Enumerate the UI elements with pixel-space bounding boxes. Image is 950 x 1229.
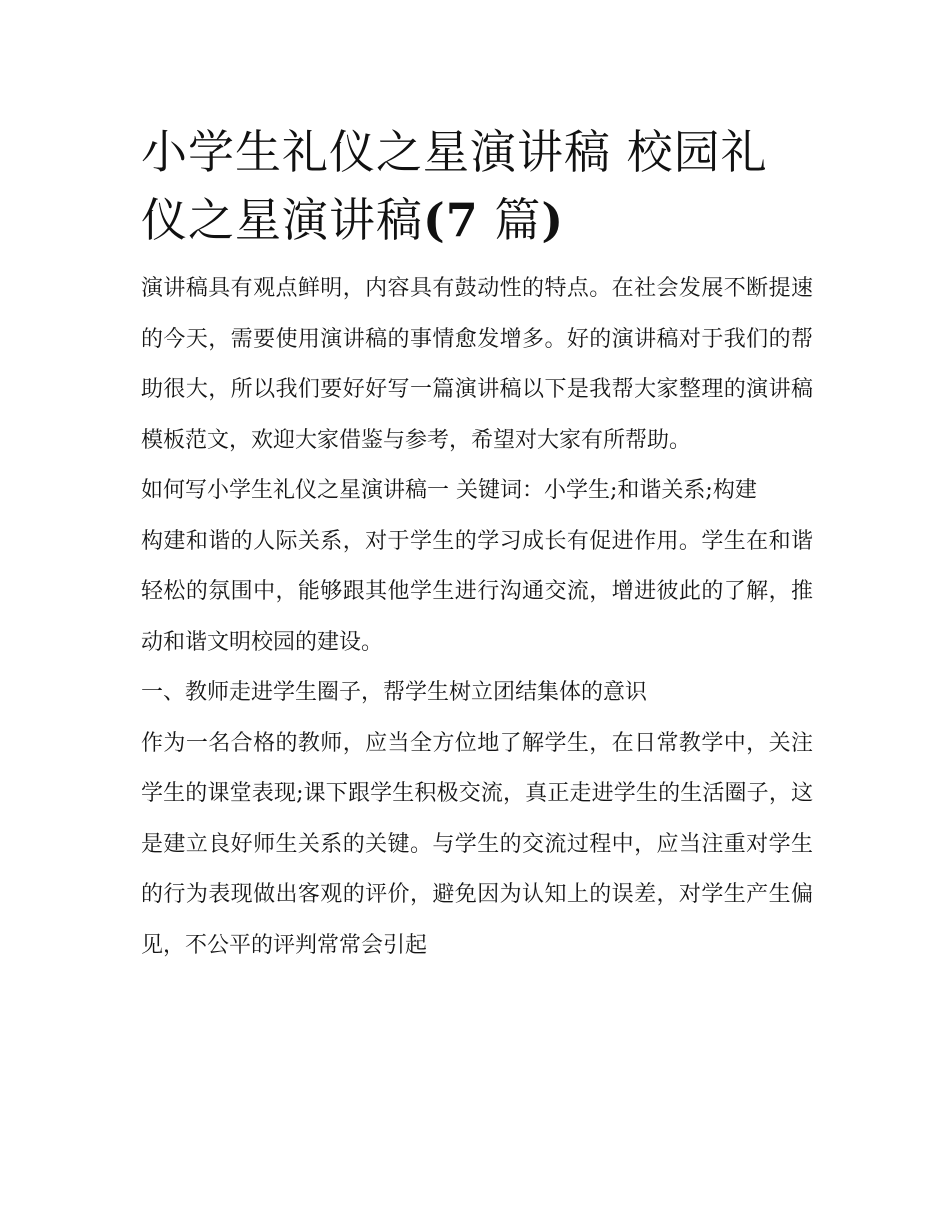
section-heading-one: 一、教师走进学生圈子，帮学生树立团结集体的意识 bbox=[141, 680, 648, 705]
document-content bbox=[141, 118, 813, 971]
body-paragraph: 作为一名合格的教师，应当全方位地了解学生，在日常教学中，关注学生的课堂表现;课下跟学生积极交流，真正走进学生的生活圈子，这是建立良好师生关系的关键。与学生的交流过程中，应当注重对学生的行为表现做出客观的评价，避免因为认知上的误差，对学生产生偏见，不公平的评判常常会引起 bbox=[141, 730, 813, 958]
document-title bbox=[141, 118, 813, 254]
intro-paragraph: 演讲稿具有观点鲜明，内容具有鼓动性的特点。在社会发展不断提速的今天，需要使用演讲稿的事情愈发增多。好的演讲稿对于我们的帮助很大，所以我们要好好写一篇演讲稿以下是我帮大家整理的演讲稿模板范文，欢迎大家借鉴与参考，希望对大家有所帮助。 bbox=[141, 276, 813, 453]
section-heading-keywords: 如何写小学生礼仪之星演讲稿一 关键词：小学生;和谐关系;构建 bbox=[141, 478, 757, 503]
title-close-paren: ) bbox=[541, 193, 565, 247]
title-count: (7 bbox=[423, 193, 479, 247]
title-unit: 篇 bbox=[478, 193, 542, 247]
title-text: 小学生礼仪之星演讲稿 校园礼仪之星演讲稿 bbox=[141, 125, 768, 247]
body-paragraph: 构建和谐的人际关系，对于学生的学习成长有促进作用。学生在和谐轻松的氛围中，能够跟其他学生进行沟通交流，增进彼此的了解，推动和谐文明校园的建设。 bbox=[141, 528, 813, 655]
